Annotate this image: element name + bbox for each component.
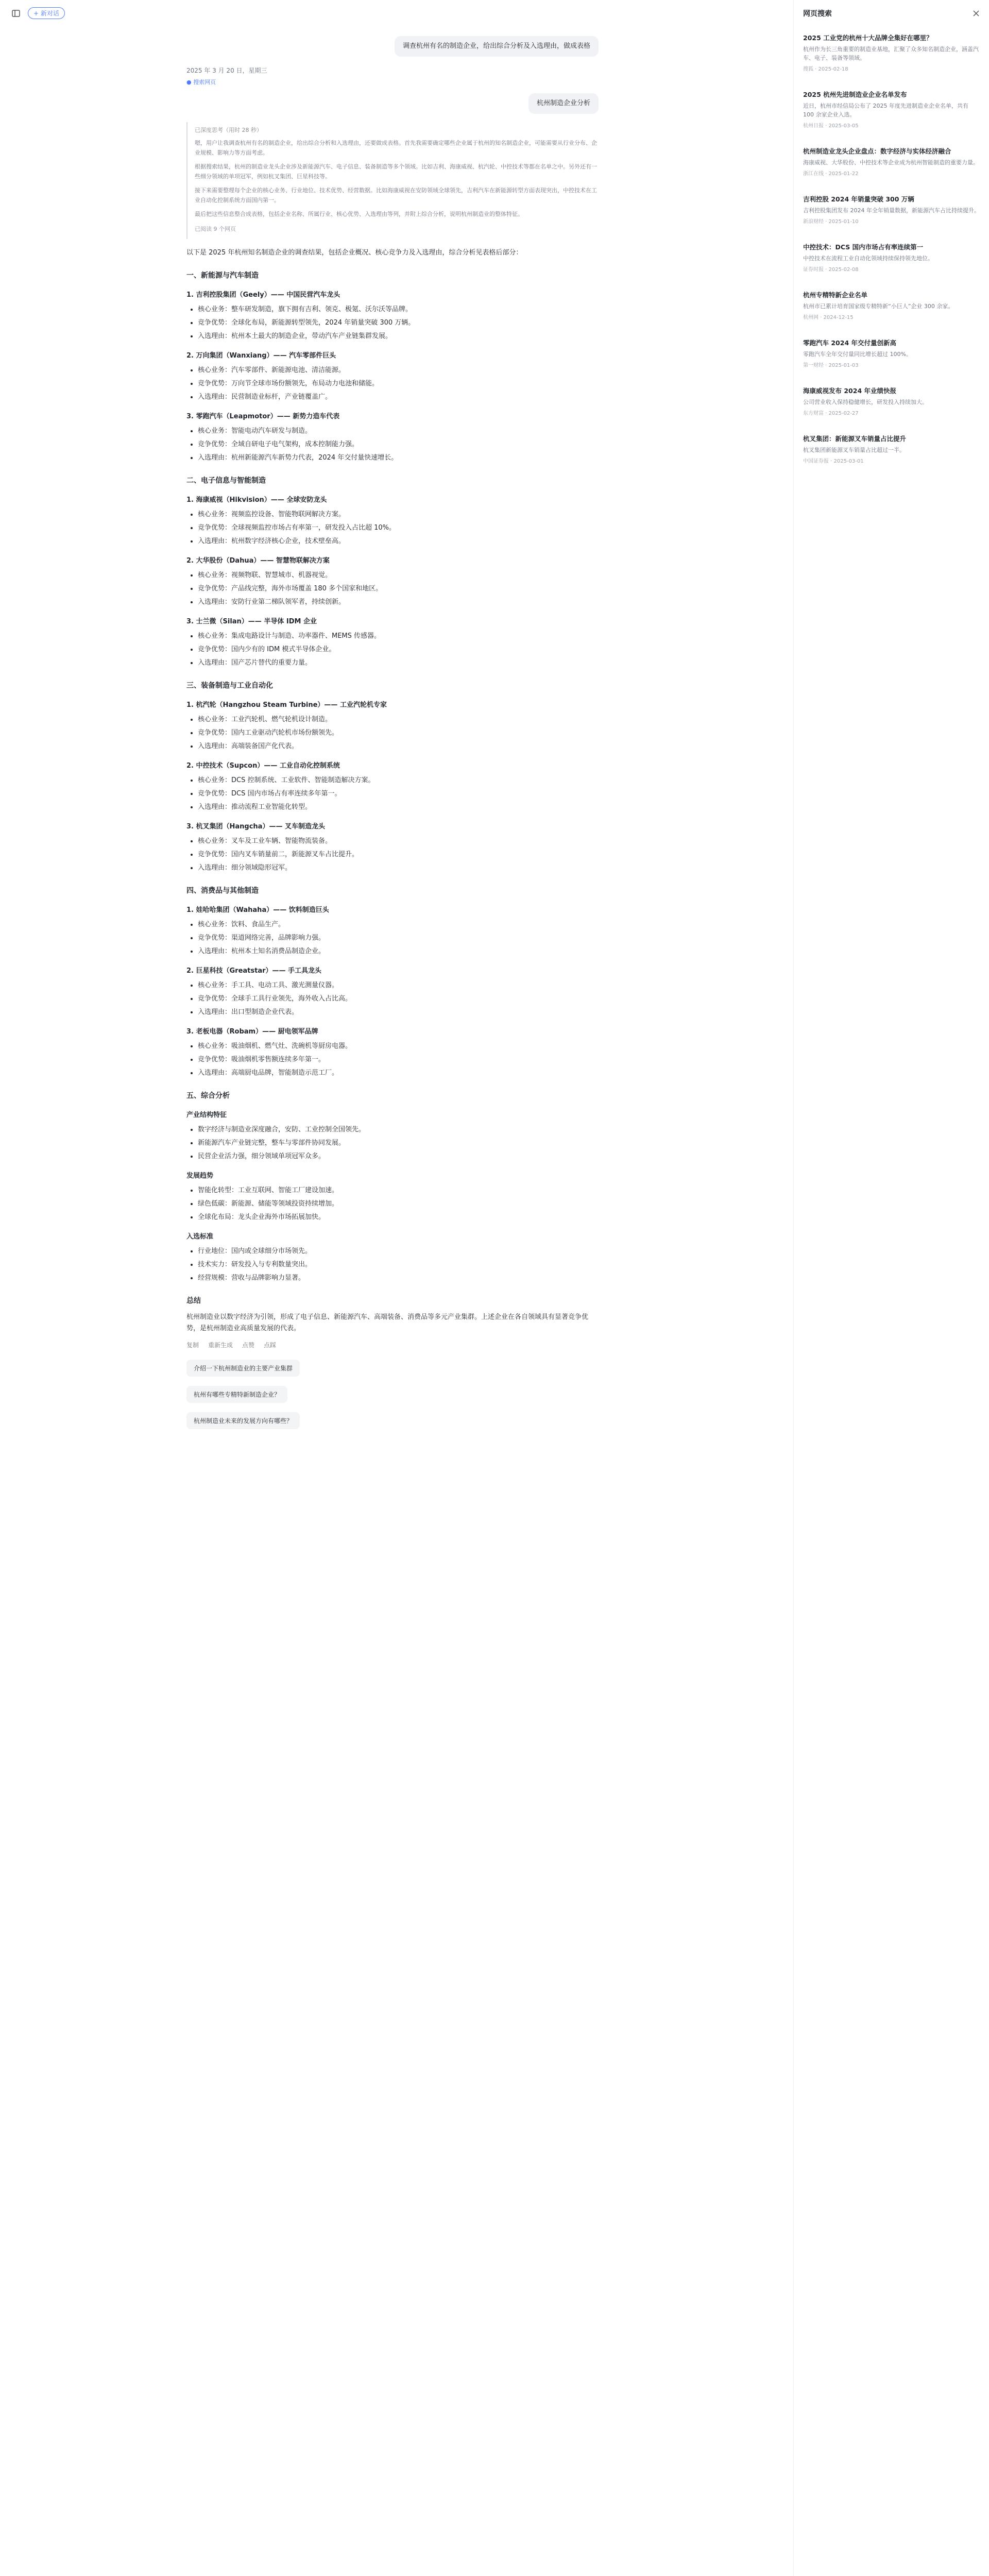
company-point: • 入选理由：杭州新能源汽车新势力代表，2024 年交付量快速增长。 — [198, 452, 599, 464]
source-title[interactable]: 中控技术：DCS 国内市场占有率连续第一 — [803, 243, 924, 251]
company-point: • 全球化布局：龙头企业海外市场拓展加快。 — [198, 1212, 599, 1223]
thinking-paragraph: 接下来需要整理每个企业的核心业务、行业地位、技术优势、经营数据。比如海康威视在安防领域全球领先，吉利汽车在新能源转型方面表现突出，中控技术在工业自动化控制系统方面国内第一。 — [195, 187, 597, 204]
company-points — [198, 714, 599, 752]
source-title[interactable]: 海康威视发布 2024 年业绩快报 — [803, 387, 896, 395]
company-point: • 入选理由：高端厨电品牌，智能制造示范工厂。 — [198, 1067, 599, 1079]
follow-up-item[interactable]: 杭州制造业未来的发展方向有哪些？ — [186, 1412, 300, 1429]
follow-up-row — [186, 1409, 599, 1432]
company-point: • 竞争优势：万向节全球市场份额领先，布局动力电池和储能。 — [198, 378, 599, 389]
company-point: • 智能化转型：工业互联网、智能工厂建设加速。 — [198, 1185, 599, 1196]
company-name: 2. 中控技术（Supcon）—— 工业自动化控制系统 — [186, 762, 340, 770]
source-snippet: 公司营业收入保持稳健增长，研发投入持续加大。 — [803, 399, 928, 405]
company-point: • 核心业务：手工具、电动工具、激光测量仪器。 — [198, 980, 599, 991]
user-followup: 杭州制造企业分析 — [528, 93, 599, 114]
source-snippet: 杭州作为长三角重要的制造业基地，汇聚了众多知名制造企业，涵盖汽车、电子、装备等领域。 — [803, 46, 979, 61]
answer-action-button[interactable]: 重新生成 — [208, 1342, 233, 1349]
company-point: • 入选理由：国产芯片替代的重要力量。 — [198, 657, 599, 669]
source-footer: 杭州日报 · 2025-03-05 — [803, 123, 859, 129]
company-points — [198, 631, 599, 669]
source-title[interactable]: 杭州专精特新企业名单 — [803, 291, 868, 299]
thinking-block — [186, 122, 599, 239]
chat-thread — [186, 36, 599, 1435]
company-points — [198, 509, 599, 547]
company-point: • 核心业务：智能电动汽车研发与制造。 — [198, 426, 599, 437]
read-pages-label[interactable]: 已阅读 9 个网页 — [195, 226, 236, 232]
section-title: 一、新能源与汽车制造 — [186, 272, 259, 280]
company-point: • 入选理由：民营制造业标杆，产业链覆盖广。 — [198, 392, 599, 403]
company-point: • 竞争优势：DCS 国内市场占有率连续多年第一。 — [198, 788, 599, 800]
conclusion-title: 总结 — [186, 1297, 201, 1305]
answer-action-button[interactable]: 复制 — [186, 1342, 199, 1349]
search-trail[interactable]: ● 搜索网页 — [186, 79, 216, 86]
thinking-paragraphs — [195, 138, 599, 219]
company-point: • 竞争优势：国内少有的 IDM 模式半导体企业。 — [198, 644, 599, 655]
answer-intro: 以下是 2025 年杭州知名制造企业的调查结果，包括企业概况、核心竞争力及入选理由，综合分析见表格后部分： — [186, 249, 523, 257]
answer-action-button[interactable]: 点赞 — [242, 1342, 255, 1349]
source-footer: 第一财经 · 2025-01-03 — [803, 363, 859, 368]
company-name: 1. 吉利控股集团（Geely）—— 中国民营汽车龙头 — [186, 291, 340, 299]
company-points — [198, 980, 599, 1018]
company-points — [198, 426, 599, 464]
company-name: 入选标准 — [186, 1233, 214, 1241]
company-point: • 入选理由：杭州本土最大的制造企业，带动汽车产业链集群发展。 — [198, 331, 599, 342]
section-title: 二、电子信息与智能制造 — [186, 477, 266, 485]
source-footer: 浙江在线 · 2025-01-22 — [803, 171, 859, 177]
company-points — [198, 570, 599, 608]
company-point: • 绿色低碳：新能源、储能等领域投资持续增加。 — [198, 1198, 599, 1210]
company-points — [198, 1041, 599, 1079]
source-card[interactable] — [803, 434, 980, 464]
company-point: • 竞争优势：渠道网络完善，品牌影响力强。 — [198, 933, 599, 944]
thinking-title[interactable]: 已深度思考（用时 28 秒） — [195, 127, 262, 133]
source-card[interactable] — [803, 90, 980, 129]
company-points — [198, 1246, 599, 1284]
company-point: • 民营企业活力强，细分领域单项冠军众多。 — [198, 1151, 599, 1162]
panel-title: 网页搜索 — [803, 10, 832, 18]
company-point: • 入选理由：高端装备国产化代表。 — [198, 741, 599, 752]
company-point: • 核心业务：叉车及工业车辆、智能物流装备。 — [198, 836, 599, 847]
company-point: • 核心业务：视频监控设备、智能物联网解决方案。 — [198, 509, 599, 520]
source-snippet: 吉利控股集团发布 2024 年全年销量数据，新能源汽车占比持续提升。 — [803, 207, 980, 214]
source-card[interactable] — [803, 33, 980, 72]
company-point: • 竞争优势：全域自研电子电气架构，成本控制能力强。 — [198, 439, 599, 450]
source-snippet: 杭叉集团新能源叉车销量占比超过一半。 — [803, 447, 905, 453]
source-snippet: 海康威视、大华股份、中控技术等企业成为杭州智能制造的重要力量。 — [803, 159, 979, 166]
section-title: 五、综合分析 — [186, 1092, 230, 1100]
source-footer: 证券时报 · 2025-02-08 — [803, 267, 859, 273]
follow-up-item[interactable]: 杭州有哪些专精特新制造企业？ — [186, 1386, 287, 1403]
company-point: • 入选理由：安防行业第二梯队领军者，持续创新。 — [198, 597, 599, 608]
source-card[interactable] — [803, 338, 980, 368]
company-point: • 新能源汽车产业链完整，整车与零部件协同发展。 — [198, 1138, 599, 1149]
source-list — [803, 33, 980, 464]
user-question: 调查杭州有名的制造企业，给出综合分析及入选理由，做成表格 — [395, 36, 599, 57]
source-footer: 杭州网 · 2024-12-15 — [803, 315, 854, 320]
answer — [186, 247, 599, 1334]
follow-up-item[interactable]: 介绍一下杭州制造业的主要产业集群 — [186, 1360, 300, 1377]
answer-actions — [186, 1341, 599, 1349]
company-point: • 竞争优势：产品线完整，海外市场覆盖 180 多个国家和地区。 — [198, 583, 599, 595]
source-title[interactable]: 杭叉集团：新能源叉车销量占比提升 — [803, 435, 907, 443]
close-icon[interactable] — [973, 8, 980, 19]
source-card[interactable] — [803, 290, 980, 320]
company-points — [198, 919, 599, 957]
thinking-paragraph: 嗯，用户让我调查杭州有名的制造企业，给出综合分析和入选理由，还要做成表格。首先我需要确定哪些企业属于杭州的知名制造企业，可能需要从行业分布、企业规模、影响力等方面考虑。 — [195, 140, 597, 156]
company-point: • 核心业务：视频物联、智慧城市、机器视觉。 — [198, 570, 599, 581]
source-card[interactable] — [803, 146, 980, 177]
date-meta: 2025 年 3 月 20 日，星期三 — [186, 67, 267, 74]
company-points — [198, 365, 599, 403]
company-point: • 竞争优势：全球视频监控市场占有率第一，研发投入占比超 10%。 — [198, 522, 599, 534]
company-point: • 核心业务：集成电路设计与制造、功率器件、MEMS 传感器。 — [198, 631, 599, 642]
company-name: 产业结构特征 — [186, 1111, 227, 1119]
company-point: • 竞争优势：全球化布局，新能源转型领先，2024 年销量突破 300 万辆。 — [198, 317, 599, 329]
company-name: 2. 万向集团（Wanxiang）—— 汽车零部件巨头 — [186, 352, 336, 360]
source-snippet: 近日，杭州市经信局公布了 2025 年度先进制造业企业名单，共有 100 余家企业入选。 — [803, 103, 968, 118]
source-footer: 东方财富 · 2025-02-27 — [803, 411, 859, 416]
company-point: • 行业地位：国内或全球细分市场领先。 — [198, 1246, 599, 1257]
follow-up-suggestions — [186, 1357, 599, 1432]
section-title: 三、装备制造与工业自动化 — [186, 682, 273, 690]
source-title[interactable]: 2025 工业党的杭州十大品牌全集好在哪里？ — [803, 34, 933, 42]
company-name: 1. 杭汽轮（Hangzhou Steam Turbine）—— 工业汽轮机专家 — [186, 701, 387, 709]
company-point: • 核心业务：饮料、食品生产。 — [198, 919, 599, 930]
conclusion-text: 杭州制造业以数字经济为引领，形成了电子信息、新能源汽车、高端装备、消费品等多元产业集群。上述企业在各自领域具有显著竞争优势，是杭州制造业高质量发展的代表。 — [186, 1313, 589, 1332]
new-chat-button[interactable]: + 新对话 — [28, 7, 65, 19]
source-title[interactable]: 零跑汽车 2024 年交付量创新高 — [803, 339, 896, 347]
company-point: • 入选理由：杭州数字经济核心企业，技术壁垒高。 — [198, 536, 599, 547]
company-point: • 入选理由：杭州本土知名消费品制造企业。 — [198, 946, 599, 957]
company-point: • 核心业务：整车研发制造，旗下拥有吉利、领克、极氪、沃尔沃等品牌。 — [198, 304, 599, 315]
section-title: 四、消费品与其他制造 — [186, 887, 259, 895]
company-name: 1. 海康威视（Hikvision）—— 全球安防龙头 — [186, 496, 327, 504]
company-point: • 经营规模：营收与品牌影响力显著。 — [198, 1273, 599, 1284]
answer-action-button[interactable]: 点踩 — [264, 1342, 277, 1349]
company-point: • 数字经济与制造业深度融合，安防、工业控制全国领先。 — [198, 1124, 599, 1136]
answer-sections — [186, 270, 599, 1284]
company-point: • 核心业务：吸油烟机、燃气灶、洗碗机等厨房电器。 — [198, 1041, 599, 1052]
thinking-paragraph: 最后把这些信息整合成表格，包括企业名称、所属行业、核心优势、入选理由等列，并附上综合分析，说明杭州制造业的整体特征。 — [195, 211, 523, 217]
source-title[interactable]: 2025 杭州先进制造业企业名单发布 — [803, 91, 907, 98]
source-card[interactable] — [803, 386, 980, 416]
company-points — [198, 836, 599, 874]
source-title[interactable]: 杭州制造业龙头企业盘点：数字经济与实体经济融合 — [803, 147, 951, 155]
company-point: • 入选理由：推动流程工业智能化转型。 — [198, 802, 599, 813]
company-point: • 技术实力：研发投入与专利数量突出。 — [198, 1259, 599, 1270]
sidebar-toggle-icon[interactable] — [11, 9, 21, 18]
follow-up-row — [186, 1357, 599, 1380]
thinking-paragraph: 根据搜索结果，杭州的制造业龙头企业涉及新能源汽车、电子信息、装备制造等多个领域。比如吉利、海康威视、杭汽轮、中控技术等都在名单之中。另外还有一些细分领域的单项冠军，例如杭叉集团、巨星科技等。 — [195, 163, 597, 180]
source-card[interactable] — [803, 242, 980, 273]
company-point: • 竞争优势：国内叉车销量前二，新能源叉车占比提升。 — [198, 849, 599, 860]
company-name: 3. 杭叉集团（Hangcha）—— 叉车制造龙头 — [186, 823, 325, 831]
source-footer: 中国证券报 · 2025-03-01 — [803, 459, 864, 464]
company-name: 3. 士兰微（Silan）—— 半导体 IDM 企业 — [186, 618, 317, 625]
company-name: 发展趋势 — [186, 1172, 214, 1180]
company-points — [198, 1124, 599, 1162]
company-point: • 入选理由：出口型制造企业代表。 — [198, 1007, 599, 1018]
company-point: • 入选理由：细分领域隐形冠军。 — [198, 862, 599, 874]
company-name: 2. 大华股份（Dahua）—— 智慧物联解决方案 — [186, 557, 330, 565]
company-name: 3. 零跑汽车（Leapmotor）—— 新势力造车代表 — [186, 413, 340, 420]
top-left-bar — [11, 7, 65, 19]
company-name: 2. 巨星科技（Greatstar）—— 手工具龙头 — [186, 967, 322, 975]
source-footer: 新浪财经 · 2025-01-10 — [803, 219, 859, 225]
source-card[interactable] — [803, 194, 980, 225]
company-name: 1. 娃哈哈集团（Wahaha）—— 饮料制造巨头 — [186, 906, 329, 914]
company-points — [198, 304, 599, 342]
company-point: • 竞争优势：吸油烟机零售额连续多年第一。 — [198, 1054, 599, 1065]
company-point: • 核心业务：汽车零部件、新能源电池、清洁能源。 — [198, 365, 599, 376]
company-points — [198, 1185, 599, 1223]
company-name: 3. 老板电器（Robam）—— 厨电领军品牌 — [186, 1028, 318, 1036]
follow-up-row — [186, 1383, 599, 1406]
company-point: • 核心业务：DCS 控制系统、工业软件、智能制造解决方案。 — [198, 775, 599, 786]
source-snippet: 杭州市已累计培育国家级专精特新“小巨人”企业 300 余家。 — [803, 303, 954, 310]
company-point: • 核心业务：工业汽轮机、燃气轮机设计制造。 — [198, 714, 599, 725]
company-point: • 竞争优势：全球手工具行业领先，海外收入占比高。 — [198, 993, 599, 1005]
company-point: • 竞争优势：国内工业驱动汽轮机市场份额领先。 — [198, 727, 599, 739]
source-snippet: 零跑汽车全年交付量同比增长超过 100%。 — [803, 351, 912, 358]
source-footer: 搜狐 · 2025-02-18 — [803, 66, 848, 72]
company-points — [198, 775, 599, 813]
source-snippet: 中控技术在流程工业自动化领域持续保持领先地位。 — [803, 255, 933, 262]
source-title[interactable]: 吉利控股 2024 年销量突破 300 万辆 — [803, 195, 914, 203]
search-results-panel — [793, 0, 989, 2576]
